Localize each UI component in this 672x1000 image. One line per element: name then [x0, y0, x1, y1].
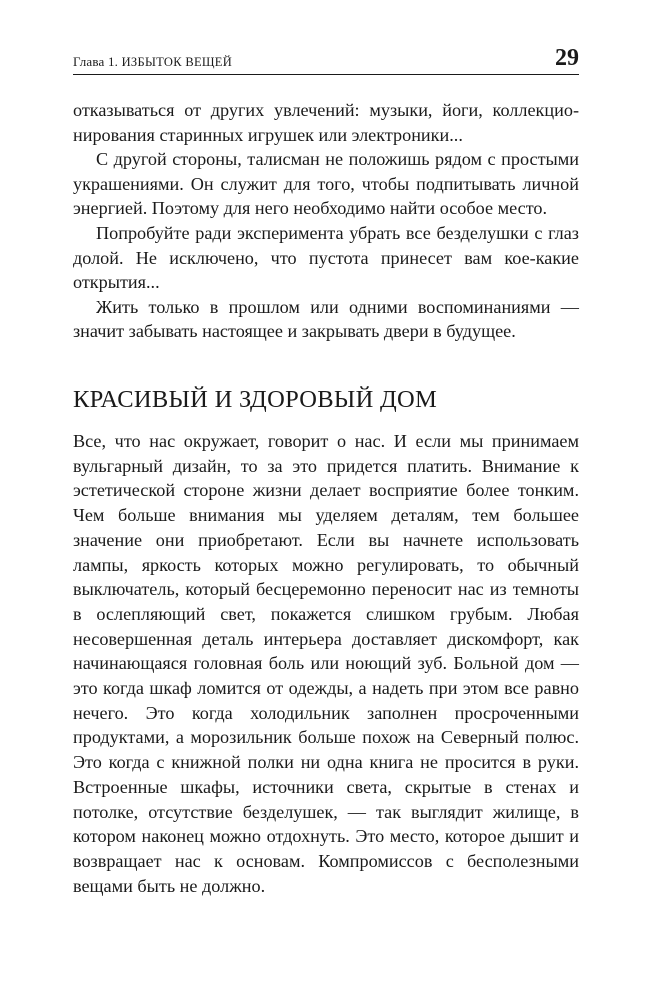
running-head [73, 46, 579, 75]
paragraph: отказываться от других увлечений: музыки, йоги, коллекционирования старинных игрушек или электроники... [73, 100, 579, 145]
paragraph: Жить только в прошлом или одними воспоминаниями — значит забывать настоящее и закрывать двери в будущее. [73, 296, 579, 342]
page-number: 29 [555, 45, 579, 71]
section-heading: КРАСИВЫЙ И ЗДОРОВЫЙ ДОМ [73, 386, 438, 413]
paragraph: Попробуйте ради эксперимента убрать все безделушки с глаз долой. Не исключено, что пустота принесет вам кое-какие открытия... [73, 222, 579, 293]
chapter-prefix: Глава 1. [73, 54, 119, 69]
paragraph: С другой стороны, талисман не положишь рядом с простыми украшениями. Он служит для того, чтобы подпитывать личной энергией. Поэтому для него необходимо найти особое место. [73, 149, 579, 219]
body-text-section [73, 429, 579, 898]
body-text-top [73, 98, 579, 344]
chapter-title: ИЗБЫТОК ВЕЩЕЙ [121, 55, 233, 69]
paragraph: Все, что нас окружает, говорит о нас. И если мы принимаем вульгарный дизайн, то за это придется платить. Внимание к эстетической стороне жизни делает восприятие более тонким. Чем больше внимания мы уделяем деталям, тем большее значение они приобретают. Если вы начнете использовать лампы, яркость которых можно регулировать, то обычный выключатель, который бесцеремонно переносит нас из темноты в ослепляющий свет, покажется слишком грубым. Любая несовершенная деталь интерьера доставляет дискомфорт, как начинающаяся головная боль или ноющий зуб. Больной дом — это когда шкаф ломится от одежды, а надеть при этом все равно нечего. Это когда холодильник заполнен просроченными продуктами, а морозильник больше похож на Северный полюс. Это когда с книжной полки ни одна книга не просится в руки. Встроенные шкафы, источники света, скрытые в стенах и потолке, отсутствие безделушек, — так выглядит жилище, в котором наконец можно отдохнуть. Это место, которое дышит и возвращает нас к основам. Компромиссов с бесполезными вещами быть не должно. [73, 431, 579, 896]
chapter-label [73, 54, 232, 70]
